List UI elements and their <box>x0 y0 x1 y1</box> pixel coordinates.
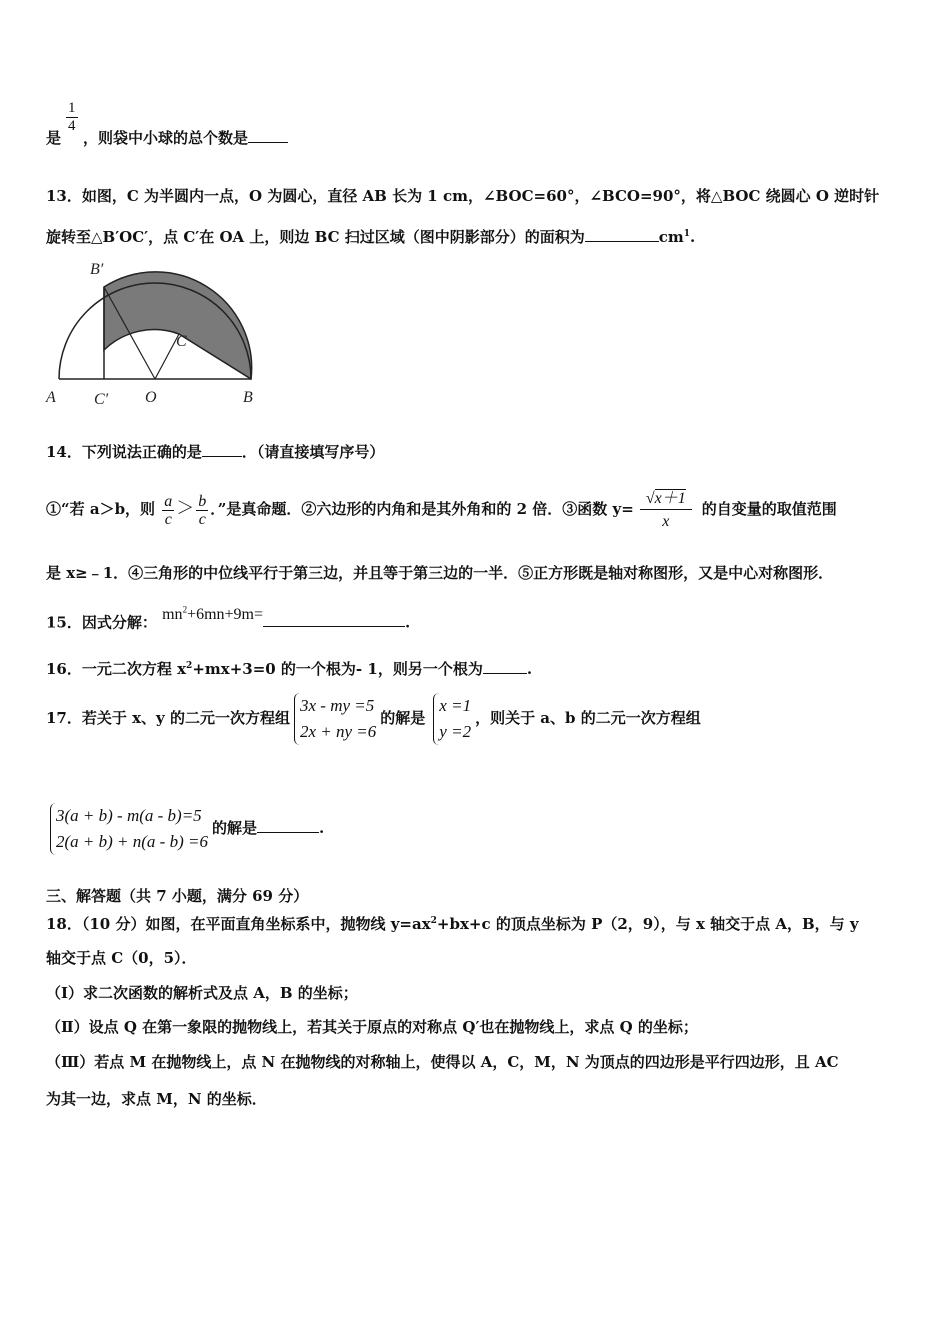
sqrt-icon: √ <box>645 490 655 507</box>
label-b: B <box>243 389 253 406</box>
q16: 16．一元二次方程 $x^2+mx+3=0$ 的一个根为- 1，则另一个根为 . <box>46 660 533 678</box>
q17-line2: 3(a + b) - m(a - b)=5 2(a + b) + n(a - b) =6 的解是 . <box>50 800 324 856</box>
q18-part2: （Ⅱ）设点 Q 在第一象限的抛物线上，若其关于原点的对称点 Q′也在抛物线上，求点 Q 的坐标； <box>46 1018 698 1036</box>
q15: 15．因式分解： $mn^2+6mn+9m=$ . <box>46 605 411 632</box>
fraction-sqrt-over-x: $\frac{√x+1}{x}$ <box>640 490 692 530</box>
q18-line2: 轴交于点 C（0，5）． <box>46 949 197 967</box>
section-heading: 三、解答题（共 7 小题，满分 69 分） <box>46 887 309 905</box>
fraction-a-over-c: $\frac{a}{c}$ <box>164 492 173 528</box>
equation-system-3: 3(a + b) - m(a - b)=5 2(a + b) + n(a - b) =6 <box>50 803 208 855</box>
answer-blank[interactable] <box>585 227 659 242</box>
q15-expression: $mn^2+6mn+9m=$ <box>162 605 264 624</box>
fraction-one-quarter: $\frac{1}{4}$ <box>68 100 76 134</box>
q14-line3: 是 x≥﹣1．④三角形的中位线平行于第三边，并且等于第三边的一半．⑤正方形既是轴对称图形，又是中心对称图形． <box>46 564 834 582</box>
q17-line1: 17．若关于 x、y 的二元一次方程组 3x - my =5 2x + ny =6 的解是 x =1 y =2 ，则关于 a、b 的二元一次方程组 <box>46 690 701 746</box>
q18-line1: 18．（10 分）如图，在平面直角坐标系中，抛物线 $y=ax^2+bx+c$ 的顶点坐标为 P（2，9），与 x 轴交于点 A，B，与 y <box>46 915 859 933</box>
q18-part3a: （Ⅲ）若点 M 在抛物线上，点 N 在抛物线的对称轴上，使得以 A，C，M，N 为顶点的四边形是平行四边形，且 AC <box>46 1053 839 1071</box>
equation-system-1: 3x - my =5 2x + ny =6 <box>294 693 376 745</box>
q13-figure <box>40 256 270 416</box>
q13-line2: 旋转至△B′OC′，点 C′在 OA 上，则边 BC 扫过区域（图中阴影部分）的面积为 $cm^1$. <box>46 228 696 246</box>
equation-system-2: x =1 y =2 <box>433 693 471 745</box>
q12-prefix: 是 <box>46 129 62 147</box>
q12-tail-text: 是 ，则袋中小球的总个数是 <box>46 128 288 148</box>
q13-line1: 13．如图，C 为半圆内一点，O 为圆心，直径 AB 长为 1 cm，∠BOC=60°，∠BCO=90°，将△BOC 绕圆心 O 逆时针 <box>46 187 880 205</box>
label-b-prime: B′ <box>90 261 104 278</box>
q14-line2: ①“若 a＞b，则 $\frac{a}{c}$ ＞ $\frac{b}{c}$ ．”是真命题．②六边形的内角和是其外角和的 2 倍．③函数 y= $\frac{√x+1}{x}$ 的自变量的取值范围 <box>46 490 837 530</box>
fraction-b-over-c: $\frac{b}{c}$ <box>198 492 207 528</box>
q14-line1: 14．下列说法正确的是 ．（请直接填写序号） <box>46 443 385 461</box>
answer-blank[interactable] <box>202 442 242 457</box>
answer-blank[interactable] <box>483 659 527 674</box>
answer-blank[interactable] <box>248 128 288 143</box>
q18-part1: （Ⅰ）求二次函数的解析式及点 A，B 的坐标； <box>46 984 358 1002</box>
answer-blank[interactable] <box>263 612 405 627</box>
label-o: O <box>145 389 157 406</box>
label-c: C <box>176 333 187 350</box>
answer-blank[interactable] <box>257 818 319 833</box>
label-a: A <box>46 389 56 406</box>
q18-part3b: 为其一边，求点 M，N 的坐标． <box>46 1090 267 1108</box>
label-c-prime: C′ <box>94 391 109 408</box>
